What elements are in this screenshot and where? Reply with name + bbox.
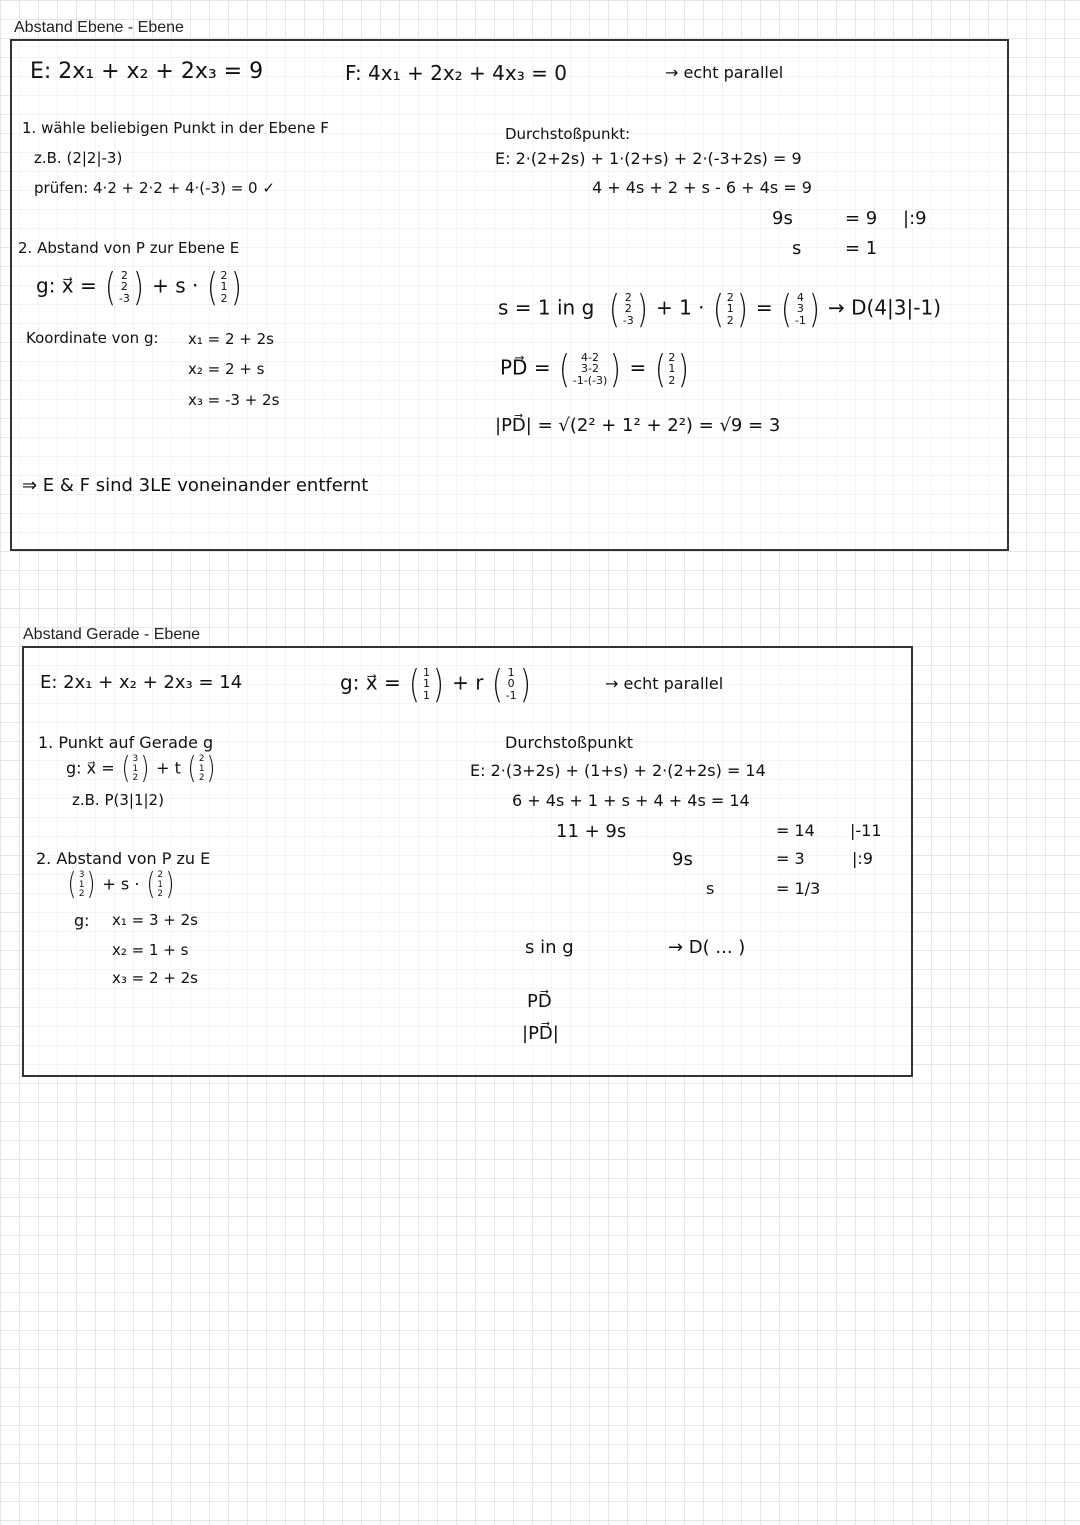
pd-length: |PD⃗| = √(2² + 1² + 2²) = √9 = 3 [495, 415, 781, 436]
relation-note-2: → echt parallel [605, 674, 724, 693]
step2-heading-2: 2. Abstand von P zu E [36, 849, 211, 868]
substitution-line: s = 1 in g ( 2 2 -3 ) + 1 · ( 2 1 2 ) = ( 4 3 -1 ) → D(4|3|-1) [498, 287, 942, 331]
dsp-equation-2-2: 6 + 4s + 1 + s + 4 + 4s = 14 [512, 791, 750, 810]
section-title-ebene-ebene: Abstand Ebene - Ebene [14, 19, 184, 36]
plane-f-equation: F: 4x₁ + 2x₂ + 4x₃ = 0 [345, 61, 567, 85]
dsp-eq3-op-2: |-11 [850, 821, 882, 840]
dsp-equation-1: E: 2·(2+2s) + 1·(2+s) + 2·(-3+2s) = 9 [495, 149, 802, 168]
dsp-eq4-right: = 1 [845, 238, 878, 259]
step1-line-2: g: x⃗ = ( 3 1 2 ) + t ( 2 1 2 ) [66, 751, 216, 786]
g2-support-vector: ( 1 1 1 ) [408, 662, 444, 706]
g-support-vector: ( 2 2 -3 ) [104, 265, 144, 309]
dsp-eq4-left: s [792, 238, 802, 259]
dsp-eq3-right: = 9 [845, 208, 878, 229]
dsp-eq4-op-2: |:9 [852, 849, 873, 868]
g-direction-vector: ( 2 1 2 ) [206, 265, 242, 309]
step2-support-vector: ( 3 1 2 ) [67, 867, 96, 902]
pd-difference-vector: ( 4-2 3-2 -1-(-3) ) [558, 347, 622, 391]
coord-g-label-2: g: [74, 911, 90, 930]
dsp-eq3-right-2: = 14 [776, 821, 815, 840]
g2-direction-vector: ( 1 0 -1 ) [491, 662, 531, 706]
pd-length-2: |PD⃗| [522, 1023, 559, 1044]
coord-x2: x₂ = 2 + s [188, 360, 265, 378]
dsp-eq3-op: |:9 [903, 208, 927, 229]
step1-heading-2: 1. Punkt auf Gerade g [38, 733, 214, 752]
plane-e-equation: E: 2x₁ + x₂ + 2x₃ = 9 [30, 59, 264, 84]
coord-x1: x₁ = 2 + 2s [188, 330, 275, 348]
subst-vector-3: ( 4 3 -1 ) [780, 287, 820, 331]
dsp-eq5-left-2: s [706, 879, 715, 898]
subst-vector-2: ( 2 1 2 ) [712, 287, 748, 331]
coord-x2-2: x₂ = 1 + s [112, 941, 189, 959]
step1-check: prüfen: 4·2 + 2·2 + 4·(-3) = 0 ✓ [34, 179, 275, 197]
pd-vector-line: PD⃗ = ( 4-2 3-2 -1-(-3) ) = ( 2 1 2 ) [500, 347, 690, 391]
dsp-eq4-left-2: 9s [672, 849, 693, 870]
step1-example-point: z.B. (2|2|-3) [34, 149, 123, 167]
subst-vector-1: ( 2 2 -3 ) [608, 287, 648, 331]
conclusion: ⇒ E & F sind 3LE voneinander entfernt [22, 475, 369, 496]
dsp-equation-1-2: E: 2·(3+2s) + (1+s) + 2·(2+2s) = 14 [470, 761, 766, 780]
dsp-eq3-left: 9s [772, 208, 793, 229]
step2-direction-vector: ( 2 1 2 ) [145, 867, 175, 902]
relation-note: → echt parallel [665, 63, 784, 82]
section-title-gerade-ebene: Abstand Gerade - Ebene [23, 626, 201, 643]
s-in-g: s in g [525, 937, 574, 958]
durchstosspunkt-title-2: Durchstoßpunkt [505, 733, 634, 752]
coord-x1-2: x₁ = 3 + 2s [112, 911, 199, 929]
pd-result-vector: ( 2 1 2 ) [654, 347, 690, 391]
coord-x3: x₃ = -3 + 2s [188, 391, 280, 409]
line-g-equation-2: g: x⃗ = ( 1 1 1 ) + r ( 1 0 -1 ) [340, 662, 531, 706]
d-result: → D( ... ) [668, 937, 746, 958]
plane-e-equation-2: E: 2x₁ + x₂ + 2x₃ = 14 [40, 672, 243, 693]
dsp-equation-2: 4 + 4s + 2 + s - 6 + 4s = 9 [592, 178, 812, 197]
coord-x3-2: x₃ = 2 + 2s [112, 969, 199, 987]
durchstosspunkt-title: Durchstoßpunkt: [505, 125, 631, 143]
dsp-eq5-right-2: = 1/3 [776, 879, 821, 898]
step1-support-vector: ( 3 1 2 ) [121, 751, 150, 786]
step1-heading: 1. wähle beliebigen Punkt in der Ebene F [22, 119, 329, 137]
coordinate-label: Koordinate von g: [26, 329, 159, 347]
line-g-equation: g: x⃗ = ( 2 2 -3 ) + s · ( 2 1 2 ) [36, 265, 242, 309]
step1-example-point-2: z.B. P(3|1|2) [72, 791, 164, 809]
dsp-eq4-right-2: = 3 [776, 849, 805, 868]
dsp-eq3-left-2: 11 + 9s [556, 821, 627, 842]
pd-vector-2: PD⃗ [527, 991, 552, 1012]
step2-line-2: ( 3 1 2 ) + s · ( 2 1 2 ) [67, 867, 175, 902]
step2-heading: 2. Abstand von P zur Ebene E [18, 239, 240, 257]
step1-direction-vector: ( 2 1 2 ) [187, 751, 216, 786]
